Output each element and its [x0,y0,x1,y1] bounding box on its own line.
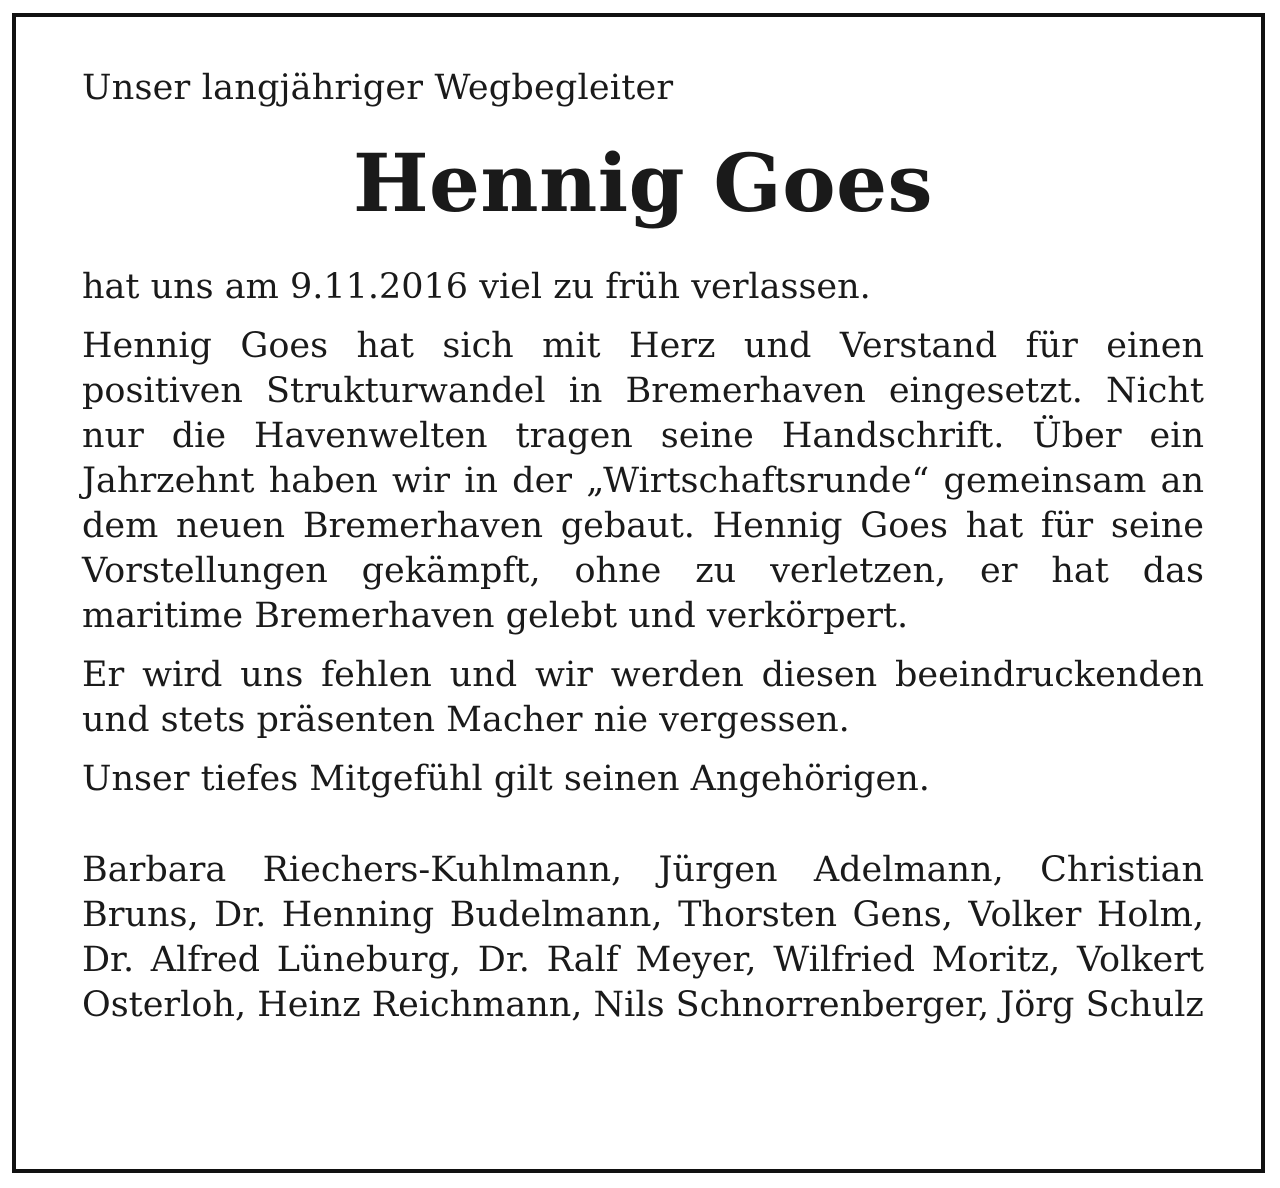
signers-list: Barbara Riechers-Kuhlmann, Jürgen Adelmann, Christian Bruns, Dr. Henning Budelmann, Thorsten Gens, Volker Holm, Dr. Alfred Lüneburg, Dr. Ralf Meyer, Wilfried Moritz, Volkert Osterloh, Heinz Reichmann, Nils Schnorrenberger, Jörg Schulz [82,850,1204,1025]
paragraph-date: hat uns am 9.11.2016 viel zu früh verlassen. [82,267,871,307]
intro-line: Unser langjähriger Wegbegleiter [82,68,674,108]
notice-content [82,65,1204,1028]
paragraph-remembrance: Er wird uns fehlen und wir werden diesen beeindruckenden und stets präsenten Macher nie vergessen. [82,655,1204,740]
obituary-notice [12,13,1265,1173]
deceased-name: Hennig Goes [352,136,934,230]
paragraph-tribute: Hennig Goes hat sich mit Herz und Verstand für einen positiven Strukturwandel in Bremerhaven eingesetzt. Nicht nur die Havenwelten tragen seine Handschrift. Über ein Jahrzehnt haben wir in der „Wirtschaftsrunde“ gemeinsam an dem neuen Bremerhaven gebaut. Hennig Goes hat für seine Vorstellungen gekämpft, ohne zu verletzen, er hat das maritime Bremerhaven gelebt und verkörpert. [82,326,1204,636]
paragraph-condolences: Unser tiefes Mitgefühl gilt seinen Angehörigen. [82,759,930,799]
